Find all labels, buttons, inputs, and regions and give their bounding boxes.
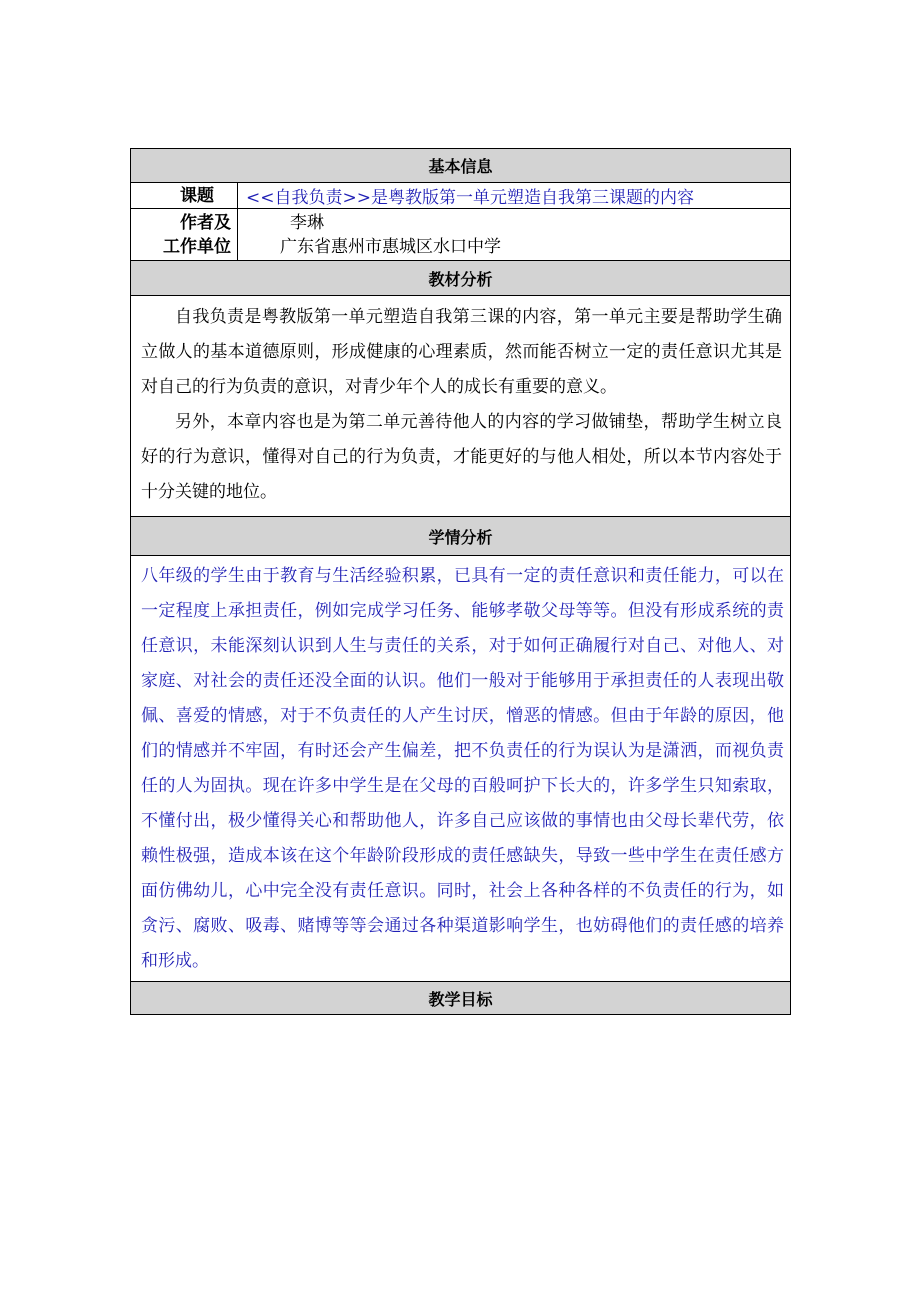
- teaching-goals-header: 教学目标: [131, 982, 791, 1015]
- student-analysis-body: 八年级的学生由于教育与生活经验积累，已具有一定的责任意识和责任能力，可以在一定程度上承担责任，例如完成学习任务、能够孝敬父母等等。但没有形成系统的责任意识，未能深刻认识到人生与责任的关系，对于如何正确履行对自己、对他人、对家庭、对社会的责任还没全面的认识。他们一般对于能够用于承担责任的人表现出敬佩、喜爱的情感，对于不负责任的人产生讨厌，憎恶的情感。但由于年龄的原因，他们的情感并不牢固，有时还会产生偏差，把不负责任的行为误认为是潇洒，而视负责任的人为固执。现在许多中学生是在父母的百般呵护下长大的，许多学生只知索取，不懂付出，极少懂得关心和帮助他人，许多自己应该做的事情也由父母长辈代劳，依赖性极强，造成本该在这个年龄阶段形成的责任感缺失，导致一些中学生在责任感方面仿佛幼儿，心中完全没有责任意识。同时，社会上各种各样的不负责任的行为，如贪污、腐败、吸毒、赌博等等会通过各种渠道影响学生，也妨碍他们的责任感的培养和形成。: [131, 556, 791, 982]
- author-row: [131, 209, 791, 261]
- topic-label: [131, 183, 238, 209]
- material-analysis-body: [131, 296, 791, 517]
- author-value: [238, 209, 791, 261]
- lesson-plan-table: [130, 148, 791, 1015]
- topic-row: [131, 183, 791, 209]
- material-paragraph-1: 自我负责是粤教版第一单元塑造自我第三课的内容，第一单元主要是帮助学生确立做人的基本道德原则，形成健康的心理素质，然而能否树立一定的责任意识尤其是对自己的行为负责的意识，对青少年个人的成长有重要的意义。: [141, 307, 783, 397]
- author-name: 李琳: [290, 212, 324, 233]
- topic-value: <<自我负责>>是粤教版第一单元塑造自我第三课题的内容: [238, 183, 791, 209]
- student-analysis-header: 学情分析: [131, 517, 791, 556]
- author-label: [131, 209, 238, 261]
- author-label-line2: 工作单位: [163, 236, 231, 257]
- material-analysis-header: 教材分析: [131, 261, 791, 296]
- topic-label-text: 课题: [180, 185, 214, 206]
- basic-info-header: 基本信息: [131, 149, 791, 183]
- author-label-text: [137, 211, 231, 259]
- author-label-line1: 作者及: [180, 212, 231, 233]
- material-paragraph-2: 另外，本章内容也是为第二单元善待他人的内容的学习做铺垫，帮助学生树立良好的行为意识，懂得对自己的行为负责，才能更好的与他人相处，所以本节内容处于十分关键的地位。: [141, 412, 783, 502]
- author-unit: 广东省惠州市惠城区水口中学: [280, 236, 501, 257]
